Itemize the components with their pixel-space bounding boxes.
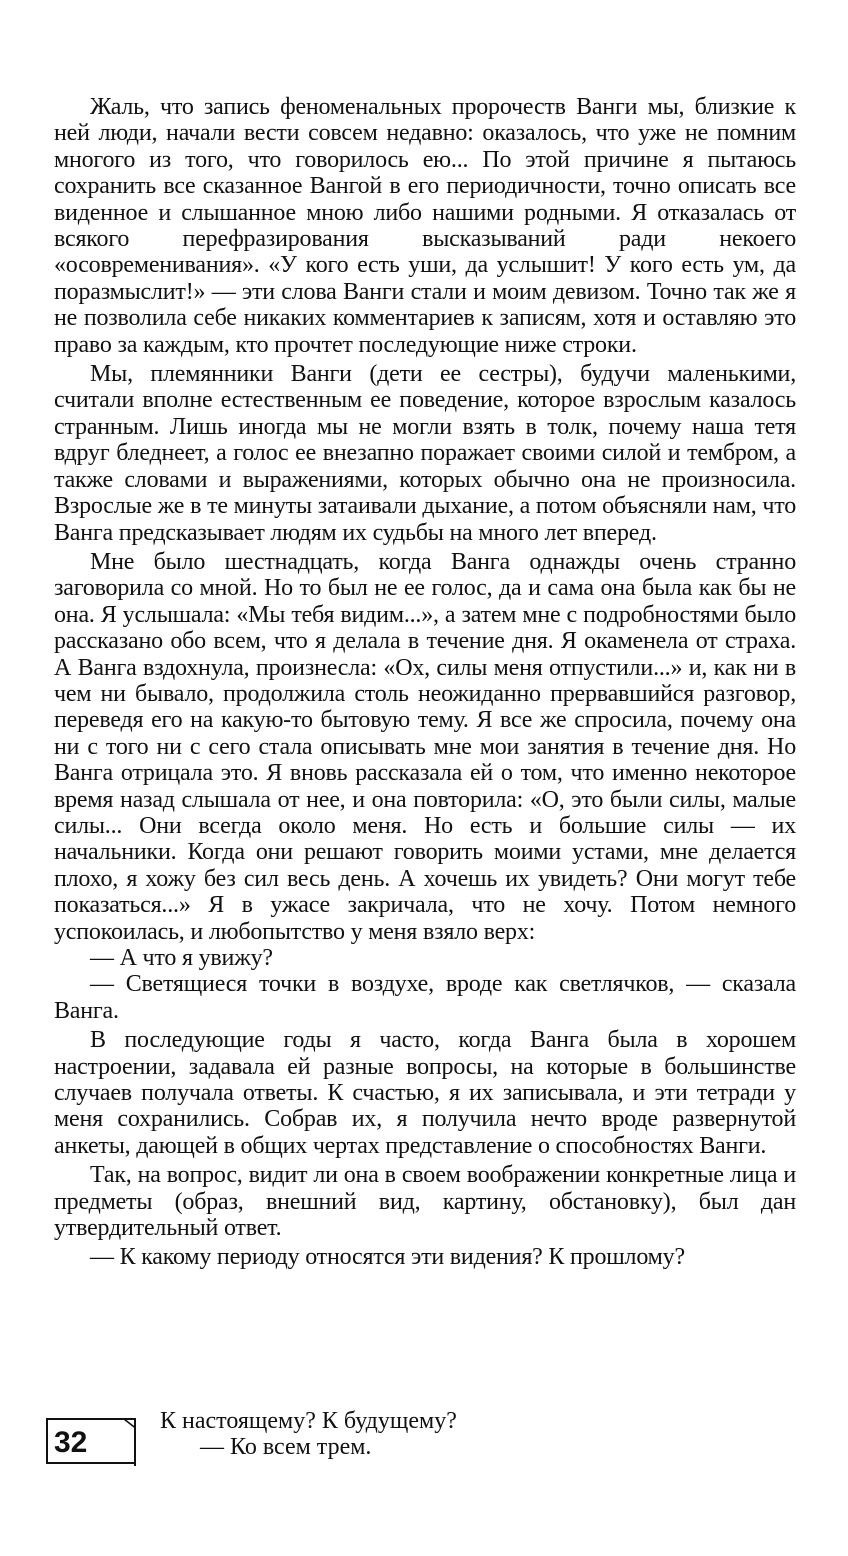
closing-line-answer: — Ко всем трем. [200, 1434, 372, 1461]
page-number-frame-corner [126, 1418, 136, 1466]
paragraph-question-visions: Так, на вопрос, видит ли она в своем воображении конкретные лица и предметы (образ, внешний вид, картину, обстановку), был дан утвердительный ответ. [54, 1162, 796, 1242]
paragraph-later-years: В последующие годы я часто, когда Ванга была в хорошем настроении, задавала ей разные вопросы, на которые в большинстве случаев получала ответы. К счастью, я их записывала, и эти тетради у меня сохранились. Собрав их, я получила нечто вроде развернутой анкеты, дающей в общих чертах представление о способностях Ванги. [54, 1027, 796, 1159]
body-text [54, 94, 796, 1271]
dialogue-period-question: — К какому периоду относятся эти видения? К прошлому? [90, 1244, 685, 1271]
paragraph-intro: Жаль, что запись феноменальных пророчеств Ванги мы, близкие к ней люди, начали вести совсем недавно: оказалось, что уже не помним многого из того, что говорилось ею... По этой причине я пытаюсь сохранить все сказанное Вангой в его периодичности, точно описать все виденное и слышанное мною либо нашими родными. Я отказалась от всякого перефразирования высказываний ради некоего «осовременивания». «У кого есть уши, да услышит! У кого есть ум, да поразмыслит!» — эти слова Ванги стали и моим девизом. Точно так же я не позволила себе никаких комментариев к записям, хотя и оставляю это право за каждым, кто прочтет последующие ниже строки. [54, 94, 796, 358]
paragraph-nephews: Мы, племянники Ванги (дети ее сестры), будучи маленькими, считали вполне естественным ее поведение, которое взрослым казалось странным. Лишь иногда мы не могли взять в толк, почему наша тетя вдруг бледнеет, а голос ее внезапно поражает своими силой и тембром, а также словами и выражениями, которых обычно она не произносила. Взрослые же в те минуты затаивали дыхание, а потом объясняли нам, что Ванга предсказывает людям их судьбы на много лет вперед. [54, 361, 796, 546]
closing-lines [160, 1408, 796, 1461]
paragraph-sixteen: Мне было шестнадцать, когда Ванга однажды очень странно заговорила со мной. Но то был не ее голос, да и сама она была как бы не она. Я услышала: «Мы тебя видим...», а затем мне с подробностями было рассказано обо всем, что я делала в течение дня. Я окаменела от страха. А Ванга вздохнула, произнесла: «Ох, силы меня отпустили...» и, как ни в чем ни бывало, продолжила столь неожиданно прервавшийся разговор, переведя его на какую-то бытовую тему. Я все же спросила, почему она ни с того ни с сего стала описывать мне мои занятия в течение дня. Но Ванга отрицала это. Я вновь рассказала ей о том, что именно некоторое время назад слышала от нее, и она повторила: «О, это были силы, малые силы... Они всегда около меня. Но есть и большие силы — их начальники. Когда они решают говорить моими устами, мне делается плохо, я хожу без сил весь день. А хочешь их увидеть? Они могут тебе показаться...» Я в ужасе закричала, что не хочу. Потом немного успокоилась, и любопытство у меня взяло верх: [54, 548, 796, 945]
dialogue-answer: — Светящиеся точки в воздухе, вроде как светлячков, — сказала Ванга. [54, 971, 796, 1024]
page-number: 32 [46, 1418, 134, 1464]
dialogue-question: — А что я увижу? [90, 945, 273, 971]
closing-line-question: К настоящему? К будущему? [160, 1408, 457, 1434]
